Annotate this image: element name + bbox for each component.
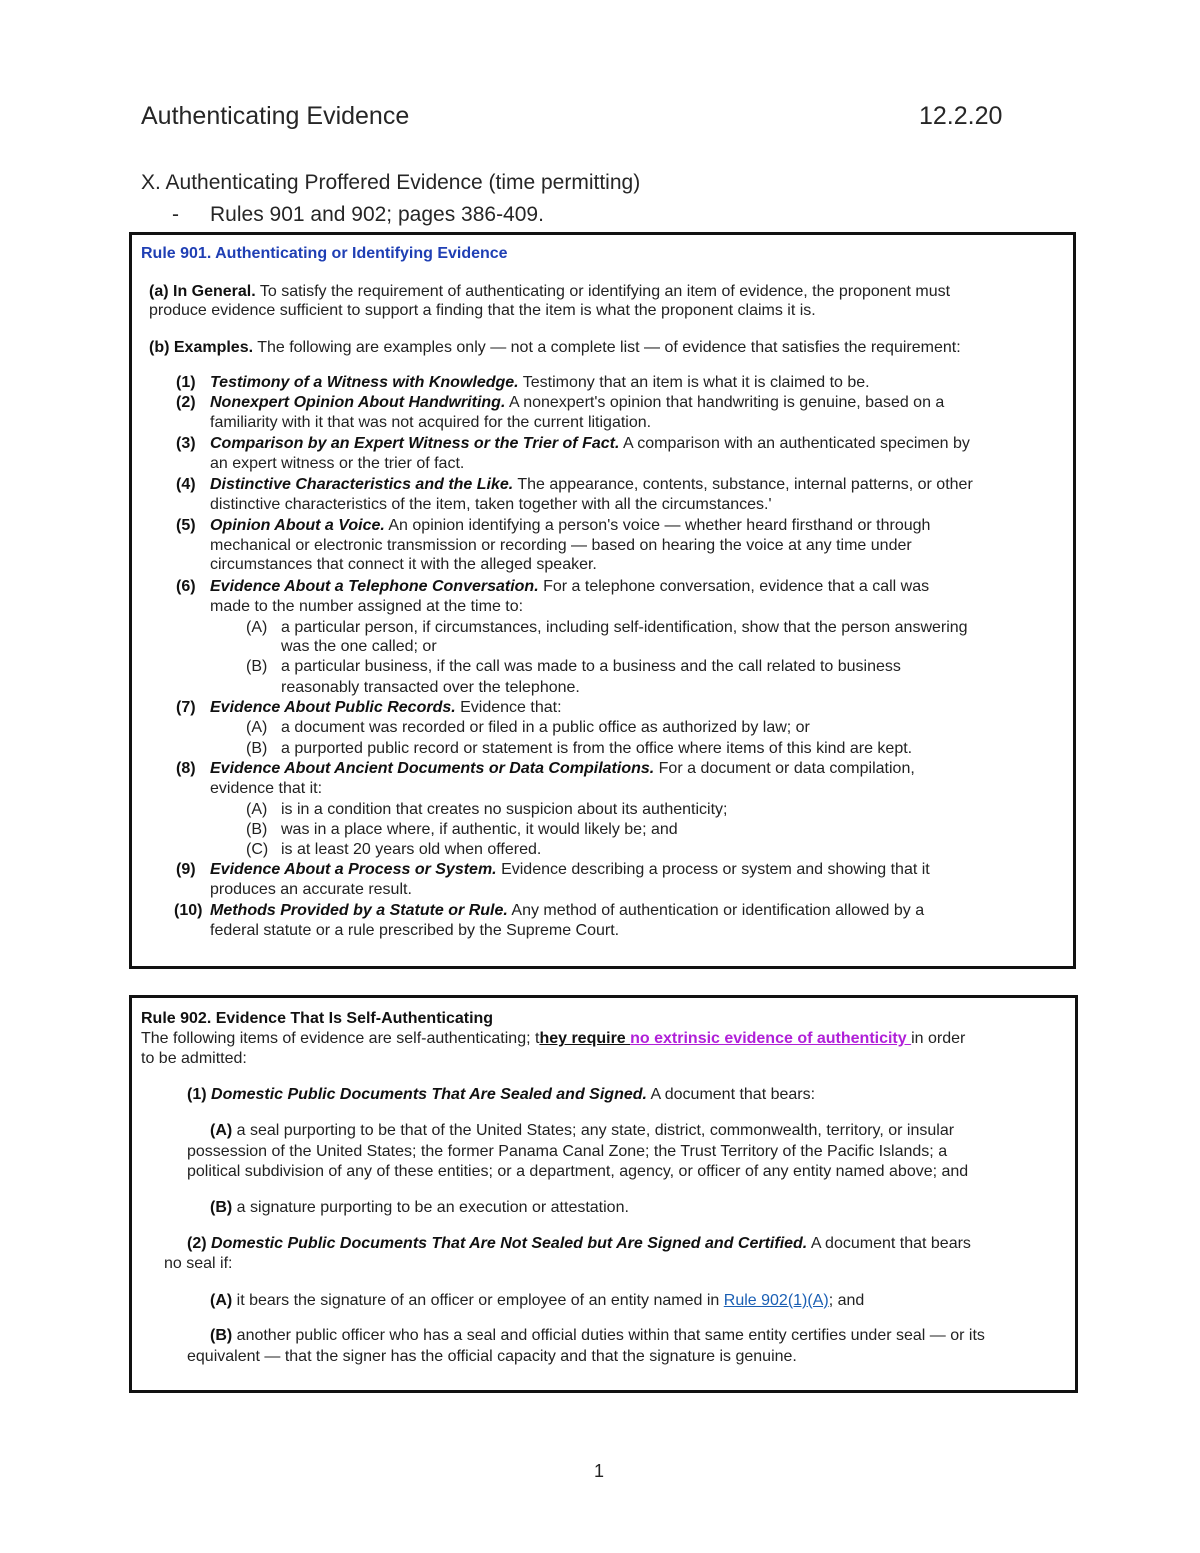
rule-901-b-line: (b) Examples. The following are examples only — not a complete list — of evidence that satisfies the requirement: <box>149 339 961 356</box>
sub-6a-line1: a particular person, if circumstances, including self-identification, show that the person answering <box>281 619 968 636</box>
sub-8b-line1: was in a place where, if authentic, it would likely be; and <box>281 821 678 838</box>
item-6-line2: made to the number assigned at the time to: <box>210 598 524 615</box>
item-5-line1: Opinion About a Voice. An opinion identifying a person's voice — whether heard firsthand or through <box>210 517 931 534</box>
page-number: 1 <box>594 1461 605 1481</box>
sub-label: (A) <box>246 801 268 818</box>
page-title: Authenticating Evidence <box>141 102 410 130</box>
rule-902-p1a-line2: possession of the United States; the former Panama Canal Zone; the Trust Territory of the Pacific Islands; a <box>187 1143 948 1160</box>
item-4-line2: distinctive characteristics of the item, taken together with all the circumstances.' <box>210 496 772 513</box>
item-number: (8) <box>176 760 196 777</box>
rule-902-p2: (2) Domestic Public Documents That Are Not Sealed but Are Signed and Certified. A document that bears <box>187 1235 971 1252</box>
sub-label: (B) <box>246 658 268 675</box>
section-heading: X. Authenticating Proffered Evidence (time permitting) <box>141 171 641 194</box>
rule-902-p2-line2: no seal if: <box>164 1255 233 1272</box>
sub-label: (B) <box>246 821 268 838</box>
item-number: (3) <box>176 435 196 452</box>
item-5-line3: circumstances that connect it with the alleged speaker. <box>210 556 597 573</box>
item-number: (1) <box>176 374 196 391</box>
rule-902-p2b-line2: equivalent — that the signer has the official capacity and that the signature is genuine. <box>187 1348 797 1365</box>
bullet-text: Rules 901 and 902; pages 386-409. <box>210 203 544 226</box>
sub-label: (C) <box>246 841 269 858</box>
rule-902-intro-line2: to be admitted: <box>141 1050 247 1067</box>
item-8-line2: evidence that it: <box>210 780 323 797</box>
rule-901-a-line2: produce evidence sufficient to support a finding that the item is what the proponent claims it is. <box>149 302 816 319</box>
item-6-line1: Evidence About a Telephone Conversation. For a telephone conversation, evidence that a call was <box>210 578 930 595</box>
sub-6b-line1: a particular business, if the call was made to a business and the call related to business <box>281 658 901 675</box>
item-number: (5) <box>176 517 196 534</box>
rule-902-1-a-link[interactable]: Rule 902(1)(A) <box>723 1292 829 1309</box>
sub-7a-line1: a document was recorded or filed in a public office as authorized by law; or <box>281 719 810 736</box>
rule-902-p1b-line1: (B) a signature purporting to be an execution or attestation. <box>210 1199 629 1216</box>
item-1-line1: Testimony of a Witness with Knowledge. Testimony that an item is what it is claimed to be. <box>210 374 870 391</box>
rule-902-p2b-line1: (B) another public officer who has a seal and official duties within that same entity certifies under seal — or its <box>210 1327 985 1344</box>
item-2-line2: familiarity with it that was not acquired for the current litigation. <box>210 414 652 431</box>
rule-902-p1a-line3: political subdivision of any of these entities; or a department, agency, or officer of any entity named above; and <box>187 1163 969 1180</box>
rule-901-a-line1: (a) In General. To satisfy the requirement of authenticating or identifying an item of evidence, the proponent must <box>149 283 951 300</box>
item-number: (6) <box>176 578 196 595</box>
item-number: (10) <box>174 902 203 919</box>
sub-label: (B) <box>246 740 268 757</box>
item-number: (9) <box>176 861 196 878</box>
item-3-line1: Comparison by an Expert Witness or the Trier of Fact. A comparison with an authenticated specimen by <box>210 435 970 452</box>
rule-902-heading: Rule 902. Evidence That Is Self-Authenticating <box>141 1010 494 1027</box>
sub-label: (A) <box>246 619 268 636</box>
item-10-line2: federal statute or a rule prescribed by the Supreme Court. <box>210 922 620 939</box>
item-10-line1: Methods Provided by a Statute or Rule. Any method of authentication or identification allowed by a <box>210 902 925 919</box>
bullet-item <box>172 203 544 227</box>
bullet-dash: - <box>172 203 179 226</box>
sub-8a-line1: is in a condition that creates no suspicion about its authenticity; <box>281 801 728 818</box>
sub-8c-line1: is at least 20 years old when offered. <box>281 841 542 858</box>
rule-902-p1: (1) Domestic Public Documents That Are Sealed and Signed. A document that bears: <box>187 1086 816 1103</box>
sub-label: (A) <box>246 719 268 736</box>
item-7-line1: Evidence About Public Records. Evidence that: <box>210 699 562 716</box>
item-3-line2: an expert witness or the trier of fact. <box>210 455 465 472</box>
item-5-line2: mechanical or electronic transmission or recording — based on hearing the voice at any time under <box>210 537 912 554</box>
rule-902-p1a-line1: (A) a seal purporting to be that of the United States; any state, district, commonwealth, territory, or insular <box>210 1122 955 1139</box>
item-number: (7) <box>176 699 196 716</box>
rule-902-intro-line1: The following items of evidence are self-authenticating; they require no extrinsic evidence of authenticity in order <box>141 1030 966 1047</box>
rule-901-heading: Rule 901. Authenticating or Identifying Evidence <box>141 245 508 262</box>
item-9-line1: Evidence About a Process or System. Evidence describing a process or system and showing that it <box>210 861 930 878</box>
sub-7b-line1: a purported public record or statement is from the office where items of this kind are kept. <box>281 740 913 757</box>
item-number: (4) <box>176 476 196 493</box>
sub-6b-line2: reasonably transacted over the telephone. <box>281 679 580 696</box>
item-2-line1: Nonexpert Opinion About Handwriting. A nonexpert's opinion that handwriting is genuine, based on a <box>210 394 945 411</box>
item-4-line1: Distinctive Characteristics and the Like. The appearance, contents, substance, internal patterns, or other <box>210 476 973 493</box>
item-8-line1: Evidence About Ancient Documents or Data Compilations. For a document or data compilation, <box>210 760 915 777</box>
date: 12.2.20 <box>919 102 1003 130</box>
rule-902-p2a-line1: (A) it bears the signature of an officer or employee of an entity named in Rule 902(1)(A); and <box>210 1292 865 1309</box>
item-9-line2: produces an accurate result. <box>210 881 412 898</box>
item-number: (2) <box>176 394 196 411</box>
sub-6a-line2: was the one called; or <box>281 638 437 655</box>
